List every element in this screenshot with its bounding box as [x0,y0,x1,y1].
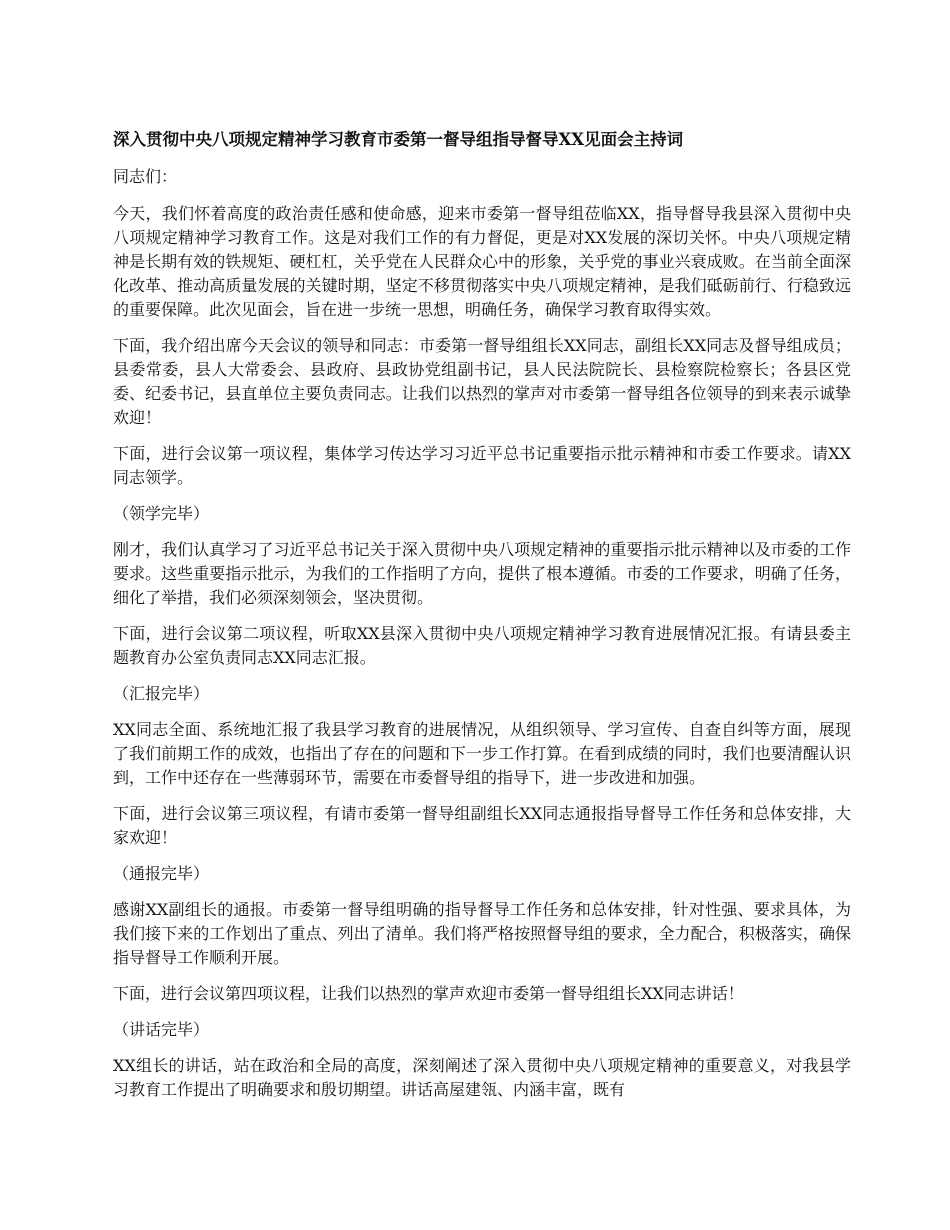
paragraph: XX组长的讲话，站在政治和全局的高度，深刻阐述了深入贯彻中央八项规定精神的重要意义，对我县学习教育工作提出了明确要求和殷切期望。讲话高屋建瓴、内涵丰富，既有 [113,1056,851,1099]
paragraph: 今天，我们怀着高度的政治责任感和使命感，迎来市委第一督导组莅临XX，指导督导我县深入贯彻中央八项规定精神学习教育工作。这是对我们工作的有力督促，更是对XX发展的深切关怀。中央八项规定精神是长期有效的铁规矩、硬杠杠，关乎党在人民群众心中的形象，关乎党的事业兴衰成败。在当前全面深化改革、推动高质量发展的关键时期，坚定不移贯彻落实中央八项规定精神，是我们砥砺前行、行稳致远的重要保障。此次见面会，旨在进一步统一思想，明确任务，确保学习教育取得实效。 [113,204,851,319]
paragraph: XX同志全面、系统地汇报了我县学习教育的进展情况，从组织领导、学习宣传、自查自纠等方面，展现了我们前期工作的成效，也指出了存在的问题和下一步工作打算。在看到成绩的同时，我们也要清醒认识到，工作中还存在一些薄弱环节，需要在市委督导组的指导下，进一步改进和加强。 [113,720,851,787]
paragraph: 感谢XX副组长的通报。市委第一督导组明确的指导督导工作任务和总体安排，针对性强、要求具体，为我们接下来的工作划出了重点、列出了清单。我们将严格按照督导组的要求，全力配合，积极落实，确保指导督导工作顺利开展。 [113,900,851,967]
paragraph: 下面，进行会议第三项议程，有请市委第一督导组副组长XX同志通报指导督导工作任务和总体安排，大家欢迎！ [113,804,851,847]
salutation: 同志们： [113,167,178,186]
paragraph: 刚才，我们认真学习了习近平总书记关于深入贯彻中央八项规定精神的重要指示批示精神以及市委的工作要求。这些重要指示批示，为我们的工作指明了方向，提供了根本遵循。市委的工作要求，明确了任务，细化了举措，我们必须深刻领会，坚决贯彻。 [113,540,851,607]
stage-note: （领学完毕） [113,504,210,523]
stage-note: （通报完毕） [113,864,210,883]
document-title: 深入贯彻中央八项规定精神学习教育市委第一督导组指导督导XX见面会主持词 [113,130,684,149]
stage-note: （汇报完毕） [113,684,210,703]
paragraph: 下面，我介绍出席今天会议的领导和同志：市委第一督导组组长XX同志，副组长XX同志及督导组成员；县委常委，县人大常委会、县政府、县政协党组副书记，县人民法院院长、县检察院检察长；各县区党委、纪委书记，县直单位主要负责同志。让我们以热烈的掌声对市委第一督导组各位领导的到来表示诚挚欢迎！ [113,336,851,427]
paragraph: 下面，进行会议第一项议程，集体学习传达学习习近平总书记重要指示批示精神和市委工作要求。请XX同志领学。 [113,444,851,487]
stage-note: （讲话完毕） [113,1020,210,1039]
document-page [113,122,851,1114]
paragraph: 下面，进行会议第四项议程，让我们以热烈的掌声欢迎市委第一督导组组长XX同志讲话！ [113,984,744,1003]
paragraph: 下面，进行会议第二项议程，听取XX县深入贯彻中央八项规定精神学习教育进展情况汇报。有请县委主题教育办公室负责同志XX同志汇报。 [113,624,851,667]
